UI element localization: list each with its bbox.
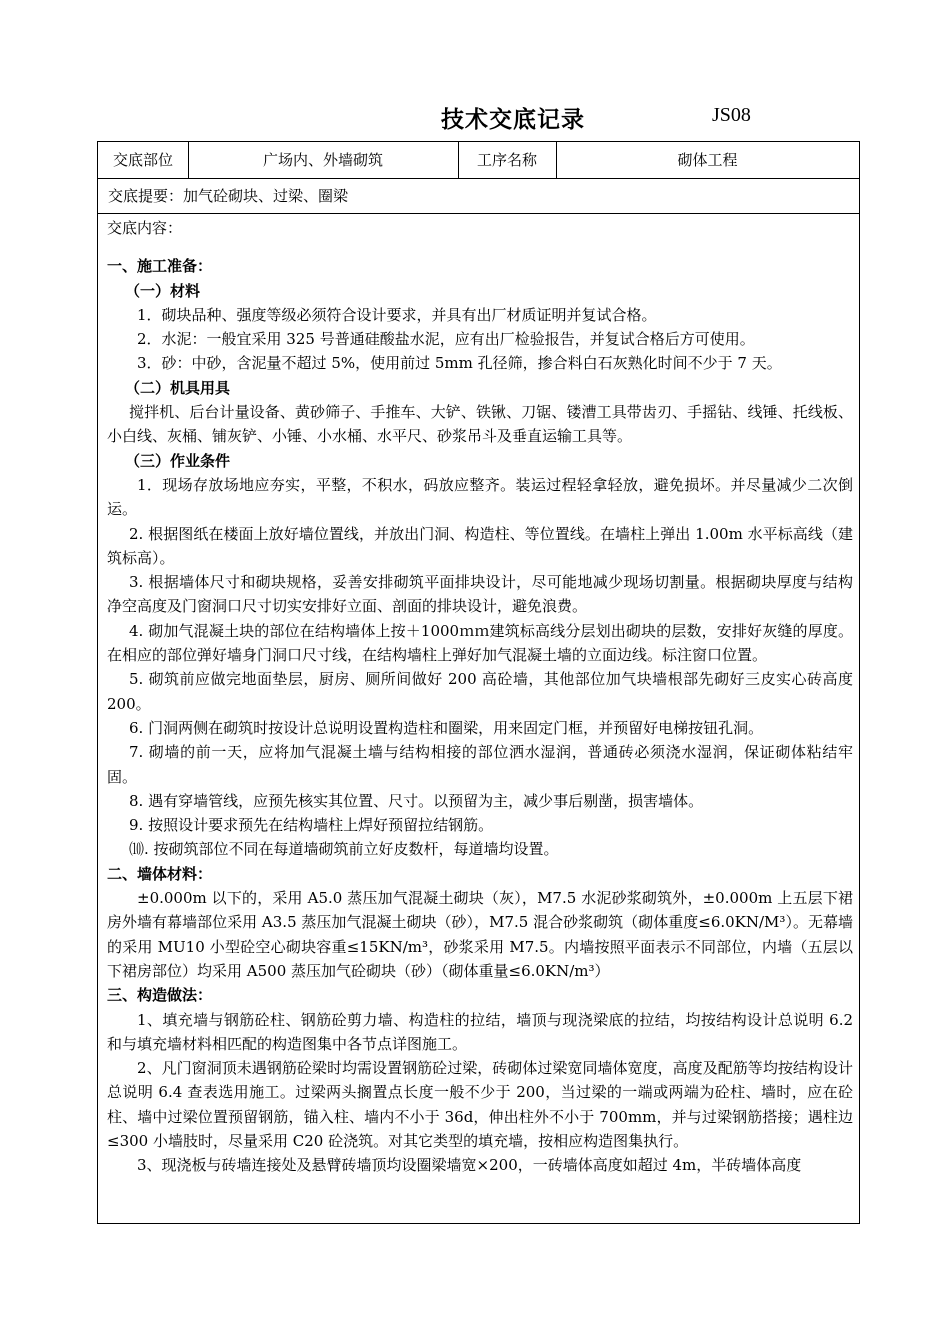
part-value: 广场内、外墙砌筑 (262, 151, 383, 169)
process-label: 工序名称 (476, 151, 537, 169)
paragraph: 8. 遇有穿墙管线，应预先核实其位置、尺寸。以预留为主，减少事后剔凿，损害墙体。 (129, 791, 704, 810)
paragraph: 3. 根据墙体尺寸和砌块规格，妥善安排砌筑平面排块设计，尽可能地减少现场切割量。根据砌块厚度与结构净空高度及门窗洞口尺寸切实安排好立面、剖面的排块设计，避免浪费。 (107, 573, 853, 616)
paragraph: 3．砂：中砂，含泥量不超过 5%，使用前过 5mm 孔径筛，掺合料白石灰熟化时间不少于 7 天。 (137, 354, 782, 373)
paragraph: 9. 按照设计要求预先在结构墙柱上焊好预留拉结钢筋。 (129, 816, 494, 835)
paragraph: ⑽. 按砌筑部位不同在每道墙砌筑前立好皮数杆，每道墙均设置。 (129, 840, 559, 859)
content-label: 交底内容： (107, 219, 183, 237)
paragraph: 1、填充墙与钢筋砼柱、钢筋砼剪力墙、构造柱的拉结，墙顶与现浇梁底的拉结，均按结构设计总说明 6.2 和与填充墙材料相匹配的构造图集中各节点详图施工。 (107, 1010, 853, 1053)
paragraph: 3、现浇板与砖墙连接处及悬臂砖墙顶均设圈梁墙宽×200，一砖墙体高度如超过 4m，半砖墙体高度 (137, 1156, 802, 1175)
document-code: JS08 (712, 104, 751, 126)
paragraph: 1．现场存放场地应夯实，平整，不积水，码放应整齐。装运过程轻拿轻放，避免损坏。并尽量减少二次倒运。 (107, 475, 853, 519)
section-heading: 二、墙体材料： (107, 864, 213, 883)
subsection-heading: （一）材料 (125, 281, 201, 300)
paragraph: 4. 砌加气混凝土块的部位在结构墙体上按＋1000ｍｍ建筑标高线分层划出砌块的层数，安排好灰缝的厚度。在相应的部位弹好墙身门洞口尺寸线，在结构墙柱上弹好加气混凝土墙的立面边线。标注窗口位置。 (107, 621, 853, 665)
part-label: 交底部位 (112, 151, 173, 169)
paragraph: ±0.000m 以下的，采用 A5.0 蒸压加气混凝土砌块（灰），M7.5 水泥砂浆砌筑外，±0.000m 上五层下裙房外墙有幕墙部位采用 A3.5 蒸压加气混凝土砌块（砂），M7.5 混合砂浆砌筑（砌体重度≤6.0KN/M³）。无幕墙的采用 MU10 小型砼空心砌块容重≤15KN/m³，砂浆采用 M7.5。内墙按照平面表示不同部位，内墙（五层以下裙房部位）均采用 A500 蒸压加气砼砌块（砂）（砌体重量≤6.0KN/m³） (107, 889, 853, 980)
subsection-heading: （三）作业条件 (125, 451, 231, 470)
process-value: 砌体工程 (677, 151, 738, 169)
section-heading: 一、施工准备： (107, 257, 213, 276)
paragraph: 7. 砌墙的前一天，应将加气混凝土墙与结构相接的部位洒水湿润，普通砖必须浇水湿润，保证砌体粘结牢固。 (107, 743, 853, 786)
info-row (98, 142, 859, 179)
paragraph: 2. 根据图纸在楼面上放好墙位置线，并放出门洞、构造柱、等位置线。在墙柱上弹出 1.00m 水平标高线（建筑标高）。 (107, 524, 853, 567)
document-title: 技术交底记录 (441, 106, 585, 133)
record-table (97, 141, 860, 1224)
paragraph: 2、凡门窗洞顶未遇钢筋砼梁时均需设置钢筋砼过梁，砖砌体过梁宽同墙体宽度，高度及配筋等均按结构设计总说明 6.4 查表选用施工。过梁两头搁置点长度一般不少于 200，当过梁的一端或两端为砼柱、墙时，应在砼柱、墙中过梁位置预留钢筋，锚入柱、墙内不小于 36d，伸出柱外不小于 700mm，并与过梁钢筋搭接；遇柱边≤300 小墙肢时，尽量采用 C20 砼浇筑。对其它类型的填充墙，按相应构造图集执行。 (107, 1059, 853, 1150)
paragraph: 2．水泥：一般宜采用 325 号普通硅酸盐水泥，应有出厂检验报告，并复试合格后方可使用。 (137, 330, 755, 349)
subsection-heading: （二）机具用具 (125, 378, 231, 397)
content-body (107, 216, 853, 1178)
summary-row: 交底提要：加气砼砌块、过梁、圈梁 (98, 178, 859, 214)
paragraph: 搅拌机、后台计量设备、黄砂筛子、手推车、大铲、铁锹、刀锯、镂漕工具带齿刃、手摇钻、线锤、托线板、小白线、灰桶、铺灰铲、小锤、小水桶、水平尺、砂浆吊斗及垂直运输工具等。 (107, 403, 853, 446)
paragraph: 5. 砌筑前应做完地面垫层，厨房、厕所间做好 200 高砼墙，其他部位加气块墙根部先砌好三皮实心砖高度 200。 (107, 670, 853, 713)
section-heading: 三、构造做法： (107, 986, 213, 1005)
paragraph: 1．砌块品种、强度等级必须符合设计要求，并具有出厂材质证明并复试合格。 (137, 305, 657, 324)
paragraph: 6. 门洞两侧在砌筑时按设计总说明设置构造柱和圈梁，用来固定门框，并预留好电梯按钮孔洞。 (129, 718, 764, 737)
